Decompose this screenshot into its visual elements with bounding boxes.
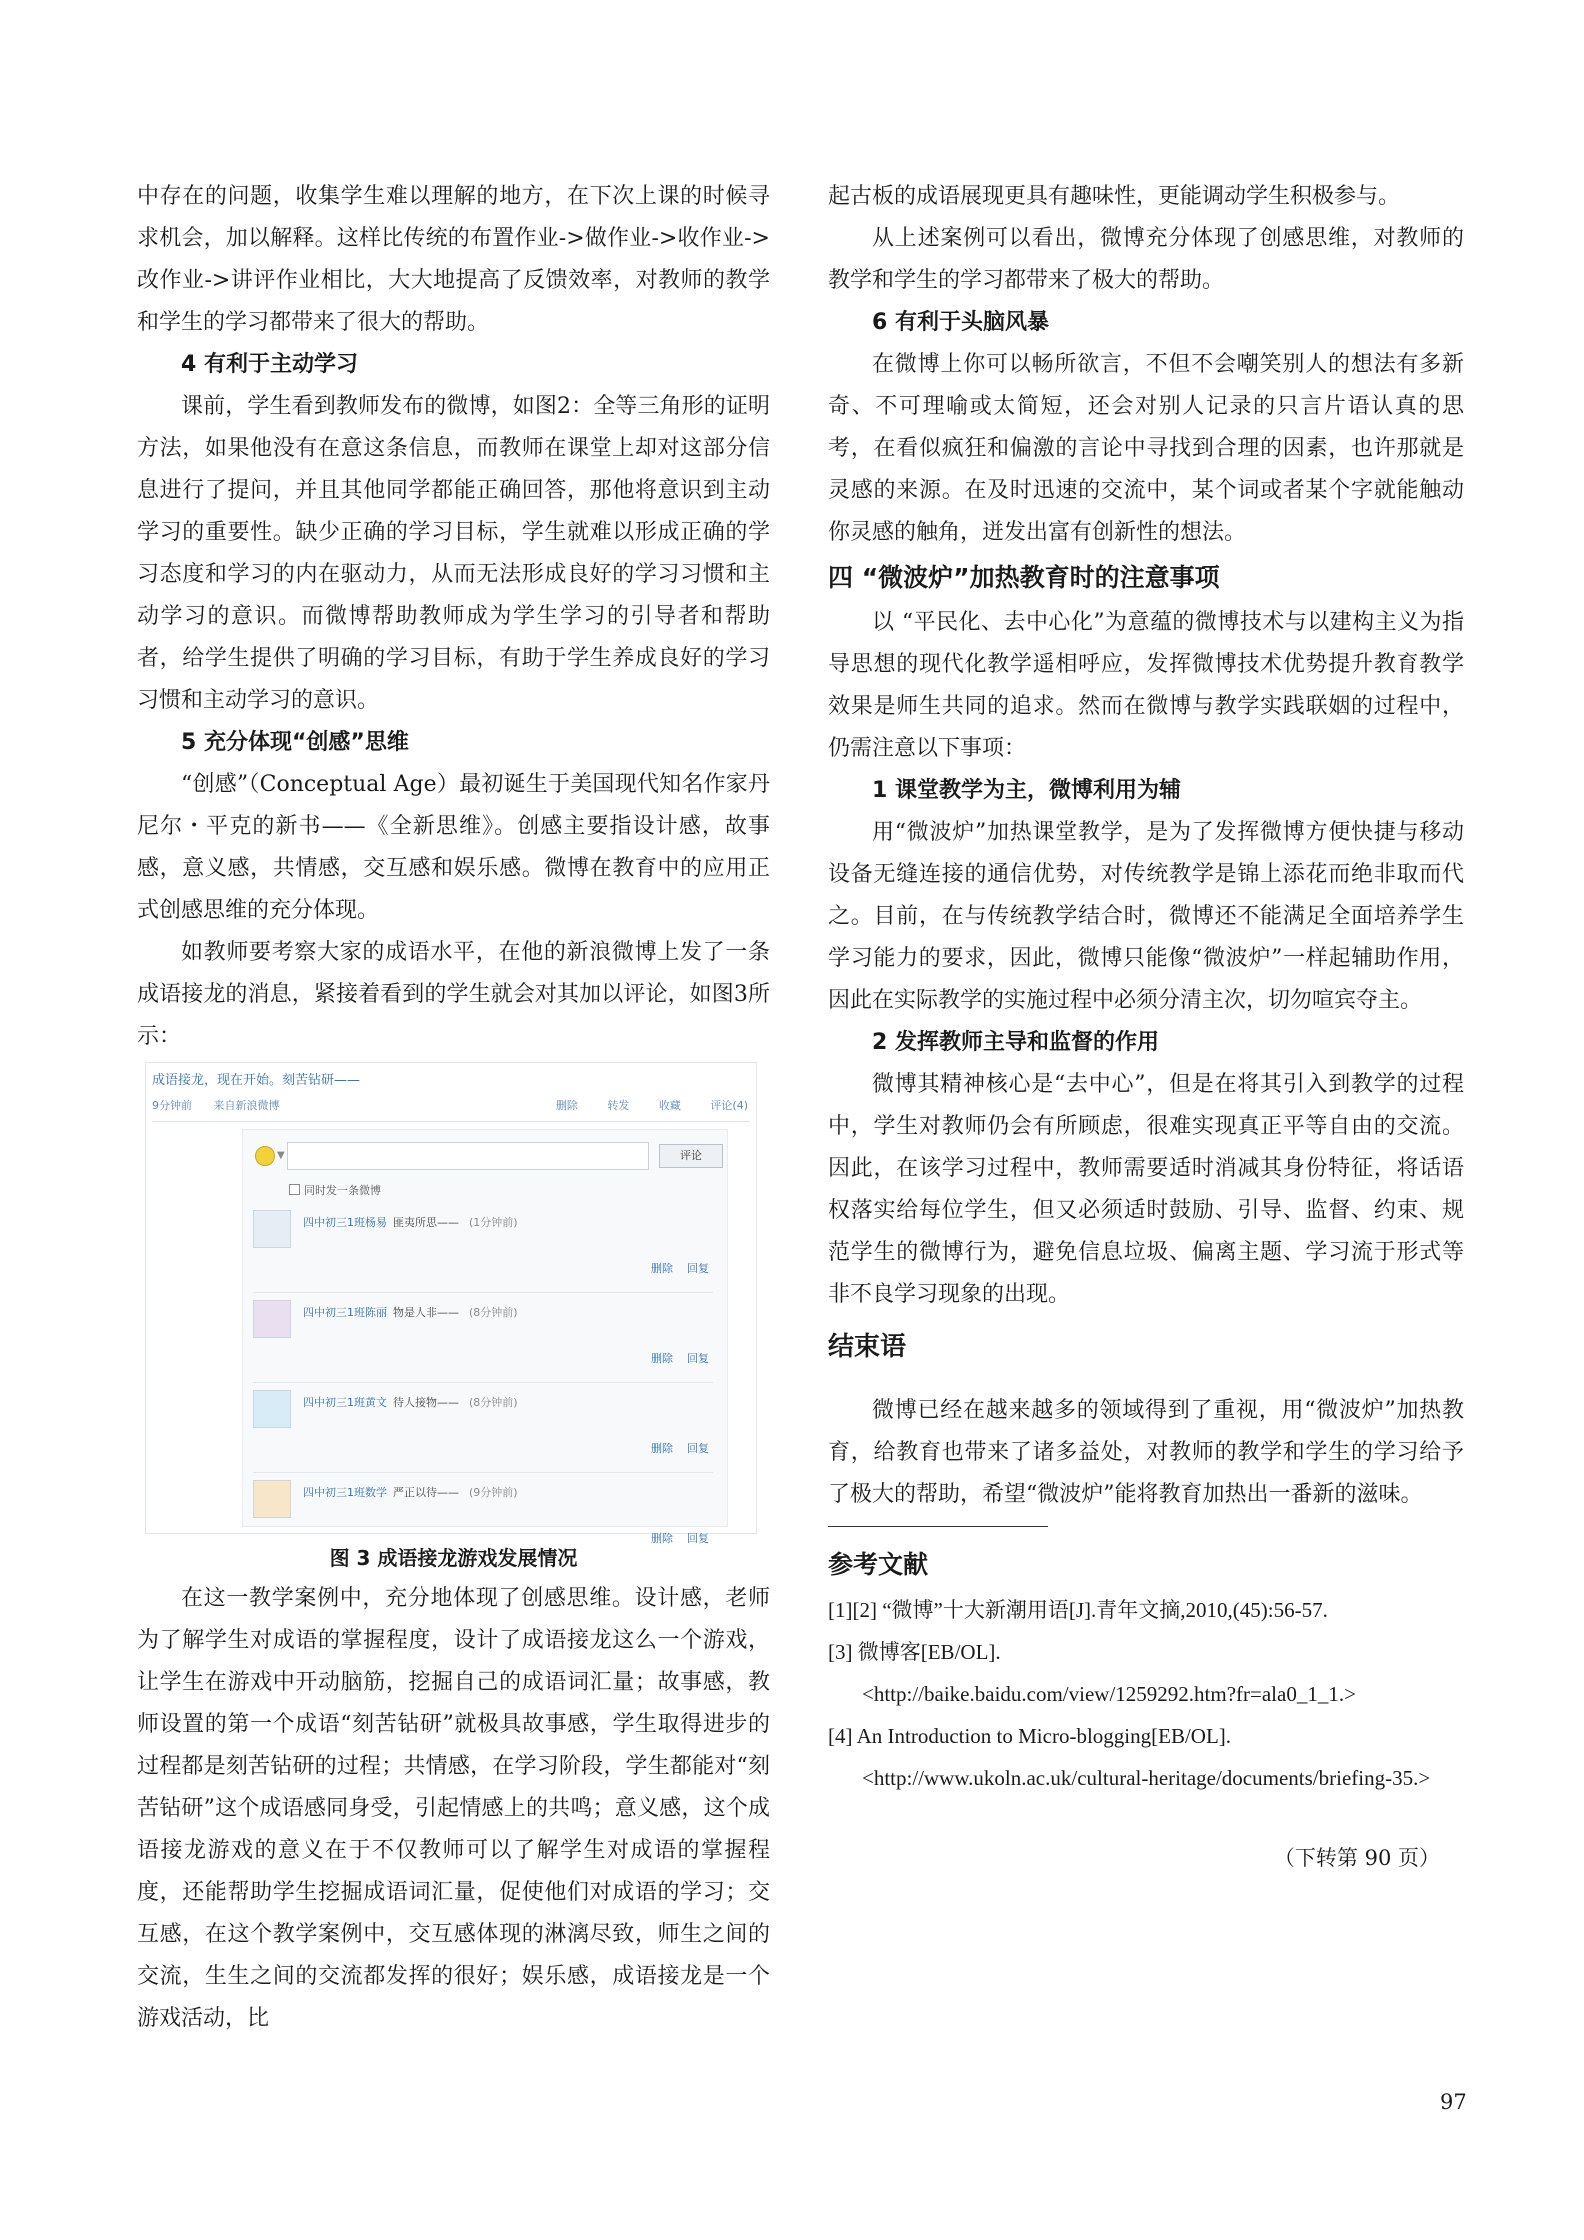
subsection-heading-1: 1 课堂教学为主，微博利用为辅 <box>872 778 1181 803</box>
reply-link[interactable]: 回复 <box>687 1262 709 1275</box>
references-heading: 参考文献 <box>828 1550 929 1579</box>
reference-item: [1][2] “微博”十大新潮用语[J].青年文摘,2010,(45):56-57. <box>828 1598 1328 1622</box>
comment-panel <box>242 1129 728 1545</box>
comment-item <box>253 1384 713 1470</box>
delete-link[interactable]: 删除 <box>651 1262 673 1275</box>
subsection-heading-6: 6 有利于头脑风暴 <box>872 310 1049 335</box>
forward-link[interactable]: 转发 <box>607 1099 630 1112</box>
left-column <box>137 176 770 2040</box>
post-source[interactable]: 来自新浪微博 <box>213 1099 280 1112</box>
divider <box>152 1121 750 1122</box>
comment-input[interactable] <box>287 1142 649 1170</box>
reply-link[interactable]: 回复 <box>687 1352 709 1365</box>
checkbox-icon[interactable] <box>289 1184 300 1195</box>
divider <box>253 1472 713 1473</box>
paragraph: 起古板的成语展现更具有趣味性，更能调动学生积极参与。 <box>828 184 1401 209</box>
reference-url[interactable]: <http://www.ukoln.ac.uk/cultural-heritage/documents/briefing-35.> <box>862 1766 1431 1790</box>
paragraph: 用“微波炉”加热课堂教学，是为了发挥微博方便快捷与移动设备无缝连接的通信优势，对传统教学是锦上添花而绝非取而代之。目前，在与传统教学结合时，微博还不能满足全面培养学生学习能力的要求，因此，微博只能像“微波炉”一样起辅助作用，因此在实际教学的实施过程中必须分清主次，切勿喧宾夺主。 <box>828 820 1464 1013</box>
section-heading-4: 四 “微波炉”加热教育时的注意事项 <box>828 563 1220 592</box>
delete-link[interactable]: 删除 <box>555 1099 578 1112</box>
reference-item: [3] 微博客[EB/OL]. <box>828 1640 1001 1664</box>
weibo-screenshot-figure <box>145 1062 757 1545</box>
weibo-post-text: 成语接龙，现在开始。刻苦钻研—— <box>152 1073 361 1088</box>
comment-time: (1分钟前) <box>469 1216 518 1229</box>
comment-time: (8分钟前) <box>469 1396 518 1409</box>
weibo-post-meta <box>152 1097 748 1115</box>
comment-user[interactable]: 四中初三1班黄文 <box>303 1396 387 1409</box>
avatar[interactable] <box>253 1210 291 1248</box>
right-column <box>828 176 1464 1900</box>
comment-time: (9分钟前) <box>469 1486 518 1499</box>
comment-item <box>253 1294 713 1380</box>
comment-item <box>253 1474 713 1560</box>
subsection-heading-5: 5 充分体现“创感”思维 <box>181 730 409 755</box>
comment-user[interactable]: 四中初三1班数学 <box>303 1486 387 1499</box>
reference-item: [4] An Introduction to Micro-blogging[EB/OL]. <box>828 1724 1232 1748</box>
comment-text: 匪夷所思—— <box>393 1216 459 1229</box>
comment-text: 严正以待—— <box>393 1486 459 1499</box>
comment-text: 物是人非—— <box>393 1306 459 1319</box>
reply-link[interactable]: 回复 <box>687 1442 709 1455</box>
paragraph: 在微博上你可以畅所欲言，不但不会嘲笑别人的想法有多新奇、不可理喻或太简短，还会对别人记录的只言片语认真的思考，在看似疯狂和偏激的言论中寻找到合理的因素，也许那就是灵感的来源。在及时迅速的交流中，某个词或者某个字就能触动你灵感的触角，迸发出富有创新性的想法。 <box>828 352 1464 545</box>
subsection-heading-4: 4 有利于主动学习 <box>181 352 358 377</box>
post-time: 9分钟前 <box>152 1099 192 1112</box>
divider <box>253 1292 713 1293</box>
subsection-heading-2: 2 发挥教师主导和监督的作用 <box>872 1030 1159 1055</box>
paragraph: 以 “平民化、去中心化”为意蕴的微博技术与以建构主义为指导思想的现代化教学遥相呼应，发挥微博技术优势提升教育教学效果是师生共同的追求。然而在微博与教学实践联姻的过程中，仍需注意以下事项： <box>828 610 1464 761</box>
paragraph: 如教师要考察大家的成语水平，在他的新浪微博上发了一条成语接龙的消息，紧接着看到的学生就会对其加以评论，如图3所示： <box>137 940 770 1049</box>
avatar[interactable] <box>253 1300 291 1338</box>
paragraph: 微博已经在越来越多的领域得到了重视，用“微波炉”加热教育，给教育也带来了诸多益处，对教师的教学和学生的学习给予了极大的帮助，希望“微波炉”能将教育加热出一番新的滋味。 <box>828 1398 1464 1507</box>
paragraph: 中存在的问题，收集学生难以理解的地方，在下次上课的时候寻求机会，加以解释。这样比传统的布置作业->做作业->收作业->改作业->讲评作业相比，大大地提高了反馈效率，对教师的教学和学生的学习都带来了很大的帮助。 <box>137 184 770 335</box>
figure-caption: 图 3 成语接龙游戏发展情况 <box>329 1546 578 1570</box>
repost-checkbox[interactable] <box>289 1182 381 1198</box>
reference-url[interactable]: <http://baike.baidu.com/view/1259292.htm?fr=ala0_1_1.> <box>862 1682 1356 1706</box>
conclusion-heading: 结束语 <box>828 1332 907 1362</box>
smiley-icon[interactable] <box>255 1146 275 1166</box>
favorite-link[interactable]: 收藏 <box>658 1099 681 1112</box>
avatar[interactable] <box>253 1480 291 1518</box>
divider <box>253 1382 713 1383</box>
paragraph: 从上述案例可以看出，微博充分体现了创感思维，对教师的教学和学生的学习都带来了极大的帮助。 <box>828 226 1464 293</box>
paragraph: “创感”（Conceptual Age）最初诞生于美国现代知名作家丹尼尔・平克的新书——《全新思维》。创感主要指设计感，故事感，意义感，共情感，交互感和娱乐感。微博在教育中的应用正式创感思维的充分体现。 <box>137 772 770 923</box>
avatar[interactable] <box>253 1390 291 1428</box>
comment-user[interactable]: 四中初三1班杨易 <box>303 1216 387 1229</box>
delete-link[interactable]: 删除 <box>651 1532 673 1545</box>
chevron-down-icon[interactable]: ▼ <box>277 1150 285 1161</box>
repost-checkbox-label: 同时发一条微博 <box>304 1184 381 1197</box>
reply-link[interactable]: 回复 <box>687 1532 709 1545</box>
page-number: 97 <box>1440 2090 1467 2114</box>
comment-item <box>253 1204 713 1290</box>
continued-note: （下转第 90 页） <box>1273 1846 1440 1870</box>
delete-link[interactable]: 删除 <box>651 1352 673 1365</box>
paragraph: 在这一教学案例中，充分地体现了创感思维。设计感，老师为了解学生对成语的掌握程度，设计了成语接龙这么一个游戏，让学生在游戏中开动脑筋，挖掘自己的成语词汇量；故事感，教师设置的第一个成语“刻苦钻研”就极具故事感，学生取得进步的过程都是刻苦钻研的过程；共情感，在学习阶段，学生都能对“刻苦钻研”这个成语感同身受，引起情感上的共鸣；意义感，这个成语接龙游戏的意义在于不仅教师可以了解学生对成语的掌握程度，还能帮助学生挖掘成语词汇量，促使他们对成语的学习；交互感，在这个教学案例中，交互感体现的淋漓尽致，师生之间的交流，生生之间的交流都发挥的很好；娱乐感，成语接龙是一个游戏活动，比 <box>137 1586 770 2031</box>
comment-text: 待人接物—— <box>393 1396 459 1409</box>
comment-button[interactable]: 评论 <box>659 1144 723 1168</box>
delete-link[interactable]: 删除 <box>651 1442 673 1455</box>
post-actions <box>530 1097 748 1113</box>
comment-time: (8分钟前) <box>469 1306 518 1319</box>
divider <box>828 1526 1048 1527</box>
paragraph: 课前，学生看到教师发布的微博，如图2：全等三角形的证明方法，如果他没有在意这条信息，而教师在课堂上却对这部分信息进行了提问，并且其他同学都能正确回答，那他将意识到主动学习的重要性。缺少正确的学习目标，学生就难以形成正确的学习态度和学习的内在驱动力，从而无法形成良好的学习习惯和主动学习的意识。而微博帮助教师成为学生学习的引导者和帮助者，给学生提供了明确的学习目标，有助于学生养成良好的学习习惯和主动学习的意识。 <box>137 394 770 713</box>
comment-user[interactable]: 四中初三1班陈丽 <box>303 1306 387 1319</box>
comment-count-link[interactable]: 评论(4) <box>710 1099 748 1112</box>
paragraph: 微博其精神核心是“去中心”，但是在将其引入到教学的过程中，学生对教师仍会有所顾虑，很难实现真正平等自由的交流。因此，在该学习过程中，教师需要适时消减其身份特征，将话语权落实给每位学生，但又必须适时鼓励、引导、监督、约束、规范学生的微博行为，避免信息垃圾、偏离主题、学习流于形式等非不良学习现象的出现。 <box>828 1072 1464 1307</box>
